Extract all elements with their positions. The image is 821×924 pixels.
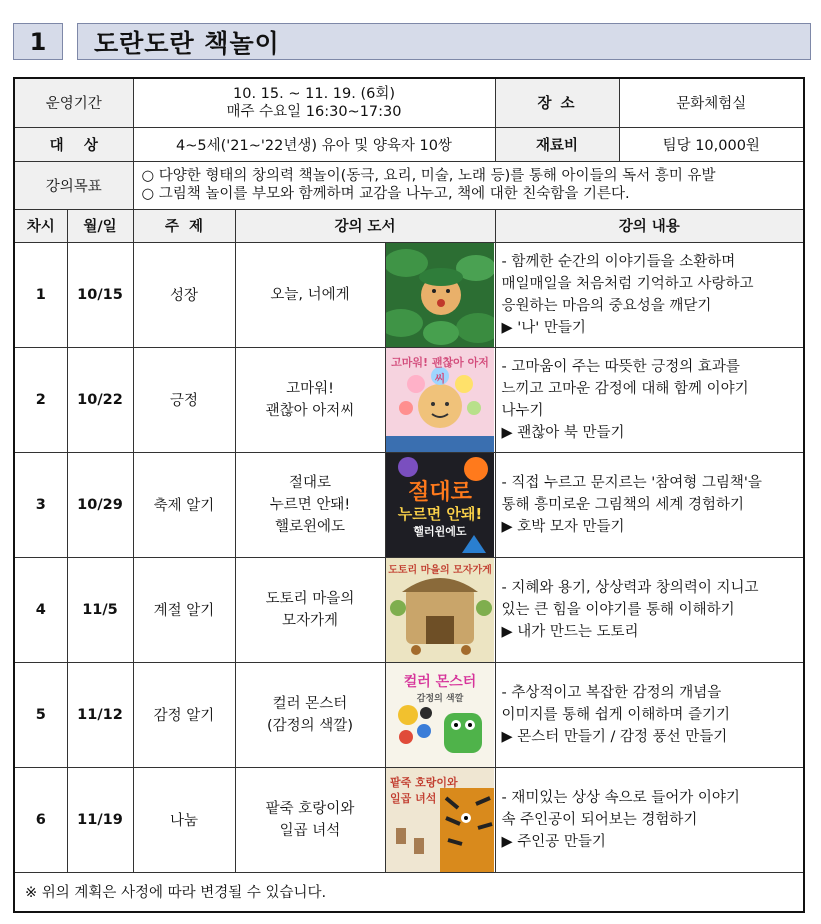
col-date: 월/일 [67, 209, 133, 242]
book-title-line: 도토리 마을의 [265, 590, 355, 607]
fee-value: 팀당 10,000원 [619, 127, 804, 161]
session-content [495, 242, 804, 347]
session-topic: 계절 알기 [133, 557, 235, 662]
table-row [14, 347, 804, 452]
cover-subtitle: 감정의 색깔 [416, 693, 464, 704]
content-line: 속 주인공이 되어보는 경험하기 [501, 811, 698, 828]
session-topic: 나눔 [133, 767, 235, 872]
book-title-line: 팥죽 호랑이와 [265, 800, 355, 817]
cover-subtitle: 핼러윈에도 [413, 524, 467, 538]
content-line: - 추상적이고 복잡한 감정의 개념을 [501, 684, 722, 701]
session-date: 10/15 [67, 242, 133, 347]
footnote: ※ 위의 계획은 사정에 따라 변경될 수 있습니다. [14, 872, 804, 912]
book-title [235, 557, 385, 662]
session-date: 10/29 [67, 452, 133, 557]
session-number: 3 [14, 452, 67, 557]
target-value: 4~5세('21~'22년생) 유아 및 양육자 10쌍 [133, 127, 495, 161]
program-table [13, 77, 805, 913]
cover-title: 고마워! 괜찮아 아저씨 [391, 355, 489, 385]
content-line: ▶ 주인공 만들기 [501, 833, 606, 850]
session-content [495, 557, 804, 662]
content-line: - 직접 누르고 문지르는 '참여형 그림책'을 [501, 474, 762, 491]
session-number: 1 [14, 242, 67, 347]
content-line: 매일매일을 처음처럼 기억하고 사랑하고 [501, 275, 754, 292]
session-content [495, 347, 804, 452]
book-title-line: 누르면 안돼! [269, 496, 351, 513]
leaf-cover-image [386, 243, 494, 347]
goal-label: 강의목표 [14, 161, 133, 209]
content-line: - 고마움이 주는 따뜻한 긍정의 효과를 [501, 358, 740, 375]
content-line: 느끼고 고마운 감정에 대해 함께 이야기 [501, 380, 749, 397]
content-line: 나누기 [501, 402, 544, 419]
target-label: 대 상 [14, 127, 133, 161]
cover-title: 팥죽 호랑이와 [390, 775, 458, 789]
fee-label: 재료비 [495, 127, 619, 161]
cover-title: 일곱 녀석 [390, 791, 437, 805]
cover-title: 컬러 몬스터 [403, 673, 477, 690]
cover-title: 도토리 마을의 모자가게 [388, 564, 492, 576]
page-title: 도란도란 책놀이 [77, 23, 811, 60]
content-line: 통해 흥미로운 그림책의 세계 경험하기 [501, 496, 745, 513]
period-value [133, 78, 495, 127]
book-title [235, 242, 385, 347]
content-line: ▶ 내가 만드는 도토리 [501, 623, 639, 640]
book-title [235, 662, 385, 767]
session-number: 6 [14, 767, 67, 872]
content-line: ▶ '나' 만들기 [501, 319, 586, 336]
content-line: - 재미있는 상상 속으로 들어가 이야기 [501, 789, 740, 806]
content-line: - 함께한 순간의 이야기들을 소환하며 [501, 253, 736, 270]
book-title [235, 767, 385, 872]
place-label: 장 소 [495, 78, 619, 127]
book-title-line: 핼로윈에도 [274, 518, 346, 535]
session-number: 5 [14, 662, 67, 767]
table-row [14, 452, 804, 557]
period-dates: 10. 15. ~ 11. 19. (6회) [233, 85, 395, 102]
book-cover [385, 557, 495, 662]
book-cover [385, 662, 495, 767]
period-time: 매주 수요일 16:30~17:30 [226, 103, 402, 120]
book-cover [385, 452, 495, 557]
col-content: 강의 내용 [495, 209, 804, 242]
content-line: 있는 큰 힘을 이야기를 통해 이해하기 [501, 601, 735, 618]
session-content [495, 767, 804, 872]
session-number: 4 [14, 557, 67, 662]
book-cover [385, 347, 495, 452]
book-title-line: 고마워! [286, 380, 334, 397]
col-book: 강의 도서 [235, 209, 495, 242]
book-title-line: 괜찮아 아저씨 [265, 402, 355, 419]
table-row [14, 557, 804, 662]
content-line: 이미지를 통해 쉽게 이해하며 즐기기 [501, 706, 731, 723]
book-title-line: 컬러 몬스터 [272, 695, 348, 712]
content-line: ▶ 호박 모자 만들기 [501, 518, 625, 535]
book-title-line: 일곱 녀석 [279, 822, 341, 839]
book-cover [385, 242, 495, 347]
book-cover [385, 767, 495, 872]
content-line: 응원하는 마음의 중요성을 깨닫기 [501, 297, 712, 314]
session-date: 11/12 [67, 662, 133, 767]
session-date: 10/22 [67, 347, 133, 452]
period-label: 운영기간 [14, 78, 133, 127]
col-topic: 주 제 [133, 209, 235, 242]
content-line: ▶ 몬스터 만들기 / 감정 풍선 만들기 [501, 728, 728, 745]
session-content [495, 662, 804, 767]
book-title-line: 절대로 [288, 474, 332, 491]
section-number: 1 [13, 23, 63, 60]
table-row [14, 242, 804, 347]
book-title-line: 모자가게 [281, 612, 339, 629]
content-line: ▶ 괜찮아 북 만들기 [501, 424, 625, 441]
session-number: 2 [14, 347, 67, 452]
cover-title: 절대로 [408, 479, 472, 505]
book-title-line: 오늘, 너에게 [270, 286, 350, 303]
book-title-line: (감정의 색깔) [267, 717, 353, 734]
goal-line-2: ○ 그림책 놀이를 부모와 함께하며 교감을 나누고, 책에 대한 친숙함을 기른다. [141, 186, 630, 202]
goal-line-1: ○ 다양한 형태의 창의력 책놀이(동극, 요리, 미술, 노래 등)를 통해 아이들의 독서 흥미 유발 [141, 168, 716, 184]
table-row [14, 662, 804, 767]
session-date: 11/19 [67, 767, 133, 872]
session-topic: 감정 알기 [133, 662, 235, 767]
place-value: 문화체험실 [619, 78, 804, 127]
col-session: 차시 [14, 209, 67, 242]
table-row [14, 767, 804, 872]
session-content [495, 452, 804, 557]
book-title [235, 347, 385, 452]
goal-text [133, 161, 804, 209]
session-topic: 성장 [133, 242, 235, 347]
session-topic: 긍정 [133, 347, 235, 452]
session-topic: 축제 알기 [133, 452, 235, 557]
cover-subtitle: 누르면 안돼! [397, 504, 483, 523]
session-date: 11/5 [67, 557, 133, 662]
book-title [235, 452, 385, 557]
content-line: - 지혜와 용기, 상상력과 창의력이 지니고 [501, 579, 759, 596]
